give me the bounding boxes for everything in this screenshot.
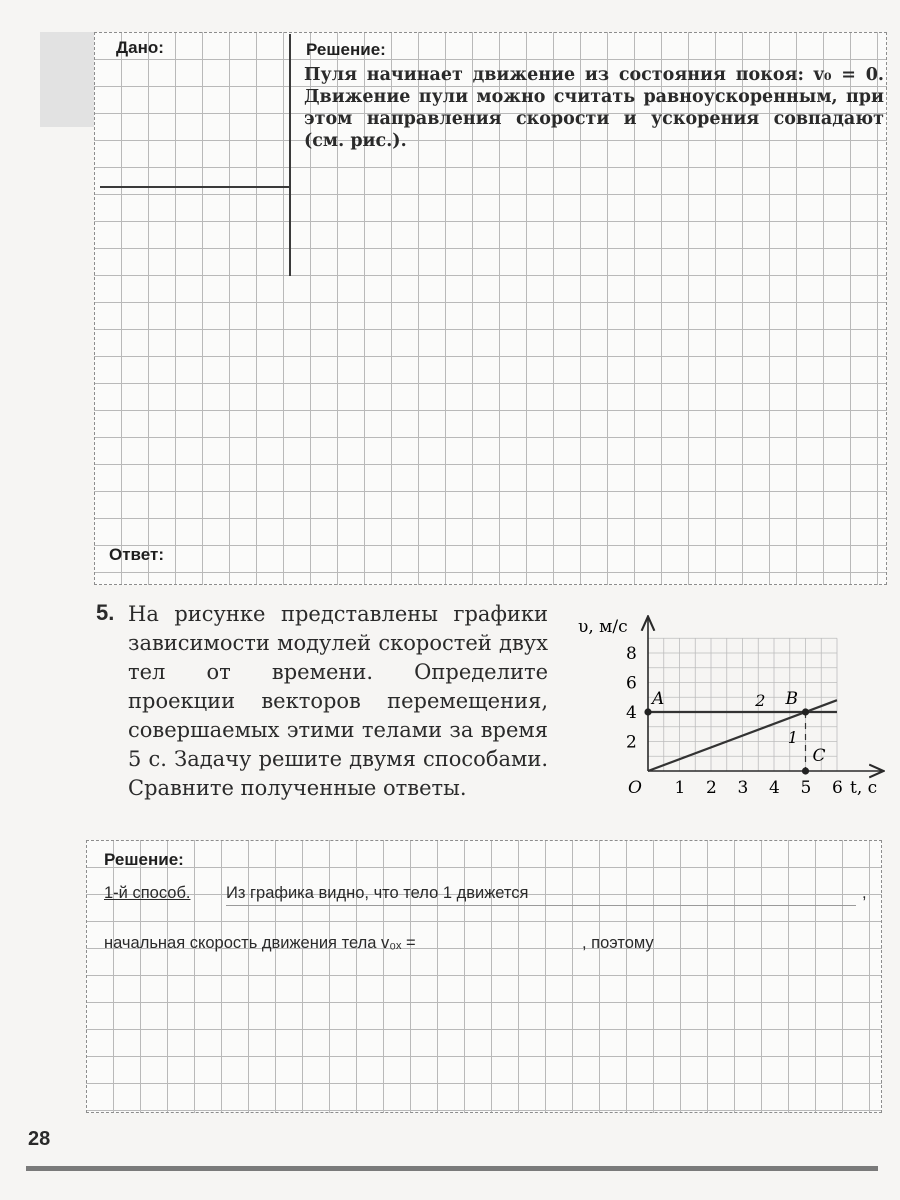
- y-tick-label: 8: [626, 644, 637, 664]
- header-shade: [40, 32, 100, 127]
- given-divider-horizontal: [100, 186, 290, 188]
- point-label-B: B: [785, 689, 798, 709]
- method1-line2-end: , поэтому: [582, 934, 654, 952]
- given-divider-vertical: [289, 34, 291, 276]
- footer-rule: [26, 1166, 878, 1171]
- solution5-label: Решение:: [104, 850, 184, 869]
- series-label-2: 2: [755, 691, 766, 710]
- origin-label: O: [628, 778, 642, 798]
- series-label-1: 1: [787, 728, 798, 748]
- x-tick-label: 3: [737, 778, 749, 798]
- y-axis-label: υ, м/с: [578, 617, 628, 637]
- point-label-C: C: [812, 746, 826, 766]
- chart-grid: [648, 638, 837, 771]
- x-tick-label: 4: [769, 778, 780, 798]
- method1-line1: Из графика видно, что тело 1 движется: [226, 884, 529, 902]
- x-tick-label: 2: [706, 778, 717, 798]
- answer-blank-line: [226, 905, 856, 906]
- answer-label: Ответ:: [109, 545, 164, 564]
- point-B: [802, 708, 809, 715]
- chart-marks: [626, 644, 843, 798]
- x-tick-label: 6: [832, 778, 843, 798]
- problem5-grid: [86, 840, 882, 1113]
- point-C: [802, 767, 809, 774]
- x-tick-label: 1: [674, 778, 686, 798]
- point-A: [644, 708, 651, 715]
- solution-label: Решение:: [306, 40, 386, 59]
- solution-text: Пуля начинает движение из состояния покоя: v₀ = 0. Движение пули можно считать равноускоренным, при этом направления скорости и ускорения совпадают (см. рис.).: [304, 65, 884, 151]
- method1-label: 1-й способ.: [104, 884, 191, 902]
- x-tick-label: 5: [800, 778, 812, 798]
- task-text: На рисунке представлены графики зависимости модулей скоростей двух тел от времени. Определите проекции векторов перемещения, совершаемых этими телами за время 5 с. Задачу решите двумя способами. Сравните полученные ответы.: [128, 602, 548, 800]
- task-number: 5.: [96, 600, 115, 625]
- page-number: 28: [28, 1128, 51, 1150]
- velocity-time-chart: [560, 610, 890, 825]
- method1-line2-start: начальная скорость движения тела v₀ₓ =: [104, 934, 416, 952]
- y-tick-label: 4: [626, 703, 637, 723]
- y-tick-label: 6: [626, 673, 637, 694]
- y-tick-label: 2: [626, 732, 637, 753]
- method1-comma: ,: [862, 884, 867, 902]
- given-label: Дано:: [116, 38, 164, 57]
- point-label-A: A: [652, 689, 665, 709]
- x-axis-label: t, с: [850, 778, 878, 798]
